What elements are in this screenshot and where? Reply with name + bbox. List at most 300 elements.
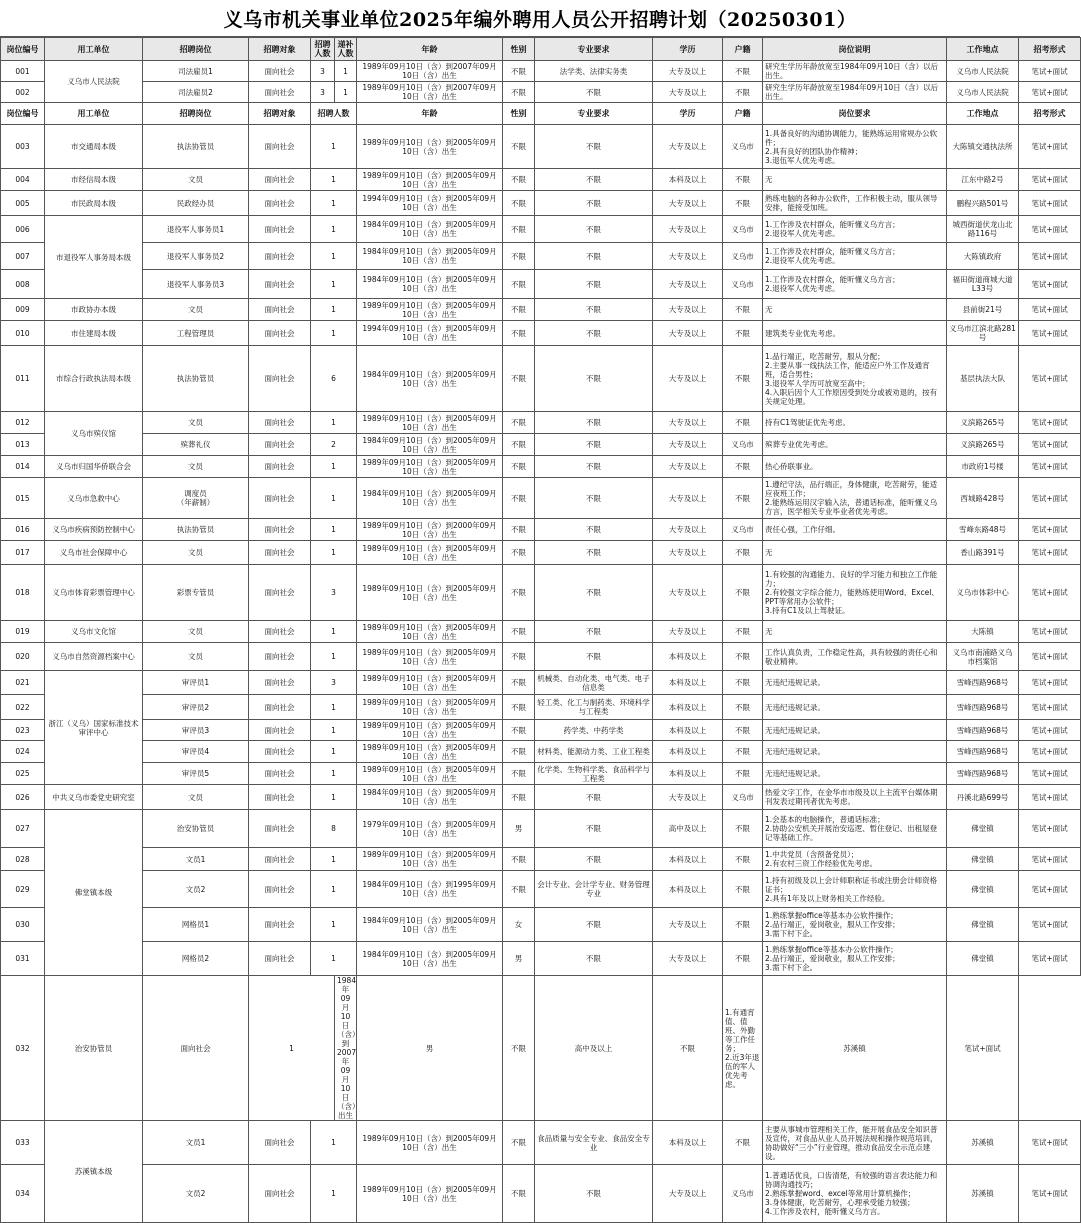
cell-post: 文员 (143, 169, 249, 191)
cell-hukou: 不限 (723, 299, 763, 321)
cell-exam: 笔试+面试 (1019, 541, 1081, 565)
cell-edu: 大专及以上 (653, 216, 723, 243)
cell-post: 文员2 (143, 871, 249, 908)
cell-unit: 义乌市归国华侨联合会 (45, 456, 143, 478)
cell-post: 审评员1 (143, 671, 249, 695)
cell-num: 1 (249, 976, 335, 1121)
cell-exam: 笔试+面试 (1019, 695, 1081, 720)
cell-desc: 无 (763, 299, 947, 321)
header-row-secondary (1, 103, 1081, 125)
cell-age: 1989年09月10日（含）到2007年09月10日（含）出生 (357, 61, 503, 82)
cell-target: 面向社会 (249, 519, 311, 541)
cell-target: 面向社会 (249, 942, 311, 976)
cell-exam: 笔试+面试 (1019, 763, 1081, 785)
cell-code: 024 (1, 741, 45, 763)
cell-unit: 市交通局本级 (45, 125, 143, 169)
cell-post: 文员1 (143, 848, 249, 871)
cell-edu: 本科及以上 (653, 695, 723, 720)
cell-desc: 1.普通话优良，口齿清楚，有较强的语言表达能力和协调沟通技巧； 2.熟练掌握word、excel等常用计算机操作； 3.身体健康，吃苦耐劳，心理承受能力较强； 4.工作涉及农村，能听懂义乌方言。 (763, 1165, 947, 1223)
cell-hukou: 不限 (723, 671, 763, 695)
cell-code: 034 (1, 1165, 45, 1223)
cell-edu: 大专及以上 (653, 785, 723, 810)
table-row (1, 976, 1081, 1121)
cell-code: 031 (1, 942, 45, 976)
cell-major: 不限 (535, 82, 653, 103)
cell-code: 014 (1, 456, 45, 478)
cell-unit: 义乌市自然资源档案中心 (45, 643, 143, 671)
cell-exam: 笔试+面试 (1019, 671, 1081, 695)
cell-post: 执法协管员 (143, 519, 249, 541)
cell-code: 007 (1, 243, 45, 270)
cell-place: 义乌市体彩中心 (947, 565, 1019, 621)
cell-exam: 笔试+面试 (1019, 434, 1081, 456)
column-header: 年龄 (357, 103, 503, 125)
column-header: 招聘岗位 (143, 38, 249, 61)
cell-place: 义乌市人民法院 (947, 82, 1019, 103)
cell-target: 面向社会 (249, 434, 311, 456)
table-row (1, 216, 1081, 243)
cell-edu: 大专及以上 (653, 346, 723, 412)
cell-num: 1 (311, 763, 357, 785)
cell-num: 1 (311, 216, 357, 243)
cell-num: 3 (311, 565, 357, 621)
cell-code: 006 (1, 216, 45, 243)
table-row (1, 478, 1081, 519)
cell-num: 1 (311, 191, 357, 216)
cell-sex: 不限 (503, 695, 535, 720)
cell-post: 审评员2 (143, 695, 249, 720)
cell-sex: 不限 (503, 412, 535, 434)
table-row (1, 412, 1081, 434)
cell-post: 治安协管员 (45, 976, 143, 1121)
cell-target: 面向社会 (249, 412, 311, 434)
column-header: 专业要求 (535, 38, 653, 61)
cell-place: 江东中路2号 (947, 169, 1019, 191)
cell-hukou: 不限 (723, 720, 763, 741)
table-row (1, 785, 1081, 810)
cell-exam: 笔试+面试 (1019, 1165, 1081, 1223)
cell-num: 1 (311, 908, 357, 942)
cell-exam: 笔试+面试 (1019, 720, 1081, 741)
cell-target: 面向社会 (249, 299, 311, 321)
cell-desc: 研究生学历年龄放宽至1984年09月10日（含）以后出生。 (763, 61, 947, 82)
cell-exam: 笔试+面试 (1019, 810, 1081, 848)
cell-exam: 笔试+面试 (1019, 169, 1081, 191)
cell-post: 审评员3 (143, 720, 249, 741)
cell-place: 西城路428号 (947, 478, 1019, 519)
cell-code: 026 (1, 785, 45, 810)
column-header: 户籍 (723, 103, 763, 125)
cell-unit: 义乌市文化馆 (45, 621, 143, 643)
cell-desc: 1.熟练掌握office等基本办公软件操作； 2.品行端正，爱岗敬业，服从工作安排； 3.需下村下企。 (763, 942, 947, 976)
cell-exam: 笔试+面试 (1019, 125, 1081, 169)
cell-edu: 本科及以上 (653, 169, 723, 191)
cell-edu: 大专及以上 (653, 270, 723, 299)
column-header: 招聘人数 (311, 38, 335, 61)
cell-target: 面向社会 (249, 346, 311, 412)
cell-num: 1 (311, 1165, 357, 1223)
cell-code: 010 (1, 321, 45, 346)
cell-place: 苏溪镇 (947, 1121, 1019, 1165)
cell-unit: 市综合行政执法局本级 (45, 346, 143, 412)
cell-sex: 不限 (503, 191, 535, 216)
cell-age: 1989年09月10日（含）到2005年09月10日（含）出生 (357, 1121, 503, 1165)
cell-hukou: 义乌市 (723, 270, 763, 299)
column-header: 用工单位 (45, 38, 143, 61)
cell-major: 不限 (535, 169, 653, 191)
cell-alt: 1 (335, 82, 357, 103)
cell-edu: 本科及以上 (653, 671, 723, 695)
cell-major: 不限 (535, 621, 653, 643)
cell-desc: 热爱文字工作，在金华市市级及以上主流平台媒体期刊发表过期刊者优先考虑。 (763, 785, 947, 810)
table-row (1, 848, 1081, 871)
table-row (1, 695, 1081, 720)
cell-exam: 笔试+面试 (1019, 1121, 1081, 1165)
table-row (1, 621, 1081, 643)
cell-sex: 不限 (503, 519, 535, 541)
cell-sex: 不限 (503, 321, 535, 346)
cell-unit: 市经信局本级 (45, 169, 143, 191)
cell-place: 苏溪镇 (947, 1165, 1019, 1223)
cell-desc: 1.工作涉及农村群众，能听懂义乌方言； 2.退役军人优先考虑。 (763, 243, 947, 270)
cell-hukou: 不限 (723, 942, 763, 976)
cell-place: 佛堂镇 (947, 942, 1019, 976)
cell-age: 1989年09月10日（含）到2005年09月10日（含）出生 (357, 643, 503, 671)
table-row (1, 908, 1081, 942)
cell-exam: 笔试+面试 (1019, 270, 1081, 299)
cell-target: 面向社会 (249, 243, 311, 270)
cell-sex: 不限 (503, 456, 535, 478)
cell-hukou: 不限 (653, 976, 723, 1121)
cell-age: 1989年09月10日（含）到2005年09月10日（含）出生 (357, 763, 503, 785)
cell-code: 032 (1, 976, 45, 1121)
cell-major: 不限 (535, 785, 653, 810)
cell-major: 不限 (535, 270, 653, 299)
cell-hukou: 不限 (723, 565, 763, 621)
cell-code: 027 (1, 810, 45, 848)
cell-desc: 1.持有初级及以上会计师职称证书或注册会计师资格证书； 2.具有1年及以上财务相关工作经验。 (763, 871, 947, 908)
cell-age: 1989年09月10日（含）到2007年09月10日（含）出生 (357, 82, 503, 103)
cell-unit: 市民政局本级 (45, 191, 143, 216)
cell-target: 面向社会 (249, 785, 311, 810)
cell-unit: 义乌市急救中心 (45, 478, 143, 519)
cell-code: 028 (1, 848, 45, 871)
cell-desc: 无 (763, 621, 947, 643)
cell-hukou: 不限 (723, 321, 763, 346)
cell-post: 司法雇员1 (143, 61, 249, 82)
header-row-primary (1, 38, 1081, 61)
column-header: 工作地点 (947, 103, 1019, 125)
cell-num: 1 (311, 125, 357, 169)
cell-place: 义乌市人民法院 (947, 61, 1019, 82)
cell-code: 020 (1, 643, 45, 671)
cell-hukou: 不限 (723, 871, 763, 908)
cell-major: 不限 (535, 565, 653, 621)
cell-major: 机械类、自动化类、电气类、电子信息类 (535, 671, 653, 695)
cell-exam: 笔试+面试 (1019, 191, 1081, 216)
cell-place: 县前街21号 (947, 299, 1019, 321)
cell-code: 004 (1, 169, 45, 191)
cell-major: 会计专业、会计学专业、财务管理专业 (535, 871, 653, 908)
cell-code: 012 (1, 412, 45, 434)
cell-exam: 笔试+面试 (1019, 741, 1081, 763)
cell-code: 009 (1, 299, 45, 321)
cell-edu: 大专及以上 (653, 621, 723, 643)
cell-place: 佛堂镇 (947, 908, 1019, 942)
cell-code: 013 (1, 434, 45, 456)
cell-num: 1 (311, 942, 357, 976)
cell-target: 面向社会 (249, 671, 311, 695)
cell-sex: 男 (357, 976, 503, 1121)
cell-place: 大陈镇政府 (947, 243, 1019, 270)
cell-edu: 大专及以上 (653, 942, 723, 976)
column-header: 岗位要求 (763, 103, 947, 125)
cell-sex: 不限 (503, 621, 535, 643)
cell-desc: 无违纪违规记录。 (763, 671, 947, 695)
cell-sex: 不限 (503, 299, 535, 321)
cell-age: 1989年09月10日（含）到2000年09月10日（含）出生 (357, 519, 503, 541)
cell-alt: 1 (335, 61, 357, 82)
cell-age: 1989年09月10日（含）到2005年09月10日（含）出生 (357, 741, 503, 763)
cell-desc: 1.遵纪守法，品行端正，身体健康，吃苦耐劳，能适应夜班工作； 2.能熟练运用汉字输入法，普通话标准，能听懂义乌方言，医学相关专业毕业者优先考虑。 (763, 478, 947, 519)
cell-place: 大陈镇交通执法所 (947, 125, 1019, 169)
cell-post: 退役军人事务员3 (143, 270, 249, 299)
cell-sex: 不限 (503, 243, 535, 270)
column-header: 招聘人数 (311, 103, 357, 125)
table-row (1, 1165, 1081, 1223)
cell-edu: 大专及以上 (653, 125, 723, 169)
cell-major: 食品质量与安全专业、食品安全专业 (535, 1121, 653, 1165)
cell-edu: 本科及以上 (653, 643, 723, 671)
cell-major: 化学类、生物科学类、食品科学与工程类 (535, 763, 653, 785)
cell-num: 1 (311, 412, 357, 434)
cell-age: 1994年09月10日（含）到2005年09月10日（含）出生 (357, 191, 503, 216)
cell-target: 面向社会 (249, 456, 311, 478)
cell-hukou: 不限 (723, 1121, 763, 1165)
cell-place: 大陈镇 (947, 621, 1019, 643)
column-header: 学历 (653, 38, 723, 61)
cell-code: 030 (1, 908, 45, 942)
cell-sex: 不限 (503, 169, 535, 191)
table-row (1, 299, 1081, 321)
cell-post: 文员 (143, 541, 249, 565)
cell-hukou: 不限 (723, 643, 763, 671)
cell-age: 1984年09月10日（含）到1995年09月10日（含）出生 (357, 871, 503, 908)
cell-code: 002 (1, 82, 45, 103)
cell-sex: 不限 (503, 848, 535, 871)
cell-target: 面向社会 (249, 478, 311, 519)
cell-major: 不限 (535, 299, 653, 321)
cell-num: 8 (311, 810, 357, 848)
cell-sex: 不限 (503, 82, 535, 103)
cell-major: 轻工类、化工与制药类、环境科学与工程类 (535, 695, 653, 720)
cell-post: 文员 (143, 456, 249, 478)
table-row (1, 565, 1081, 621)
cell-unit: 苏溪镇本级 (45, 1121, 143, 1223)
cell-num: 1 (311, 456, 357, 478)
cell-desc: 热心侨联事业。 (763, 456, 947, 478)
cell-unit: 义乌市社会保障中心 (45, 541, 143, 565)
cell-hukou: 不限 (723, 478, 763, 519)
cell-place: 城西街道伏龙山北路116号 (947, 216, 1019, 243)
column-header: 专业要求 (535, 103, 653, 125)
cell-edu: 大专及以上 (653, 61, 723, 82)
cell-num: 1 (311, 169, 357, 191)
cell-num: 1 (311, 519, 357, 541)
cell-sex: 不限 (503, 643, 535, 671)
table-row (1, 61, 1081, 82)
cell-edu: 大专及以上 (653, 434, 723, 456)
cell-major: 不限 (535, 1165, 653, 1223)
cell-code: 001 (1, 61, 45, 82)
cell-age: 1989年09月10日（含）到2005年09月10日（含）出生 (357, 671, 503, 695)
cell-exam: 笔试+面试 (1019, 346, 1081, 412)
cell-age: 1989年09月10日（含）到2005年09月10日（含）出生 (357, 848, 503, 871)
cell-sex: 不限 (503, 346, 535, 412)
cell-hukou: 不限 (723, 695, 763, 720)
cell-post: 文员 (143, 621, 249, 643)
table-row (1, 456, 1081, 478)
cell-target: 面向社会 (249, 621, 311, 643)
cell-sex: 女 (503, 908, 535, 942)
table-row (1, 169, 1081, 191)
cell-sex: 不限 (503, 125, 535, 169)
cell-major: 不限 (535, 810, 653, 848)
cell-unit: 市住建局本级 (45, 321, 143, 346)
table-row (1, 671, 1081, 695)
cell-num: 1 (311, 321, 357, 346)
cell-desc: 建筑类专业优先考虑。 (763, 321, 947, 346)
column-header: 递补人数 (335, 38, 357, 61)
cell-exam: 笔试+面试 (1019, 519, 1081, 541)
cell-target: 面向社会 (249, 1165, 311, 1223)
cell-post: 殡葬礼仪 (143, 434, 249, 456)
cell-edu: 大专及以上 (653, 1165, 723, 1223)
cell-desc: 熟练电脑的各种办公软件，工作积极主动，服从领导安排，能接受加班。 (763, 191, 947, 216)
column-header: 招聘对象 (249, 103, 311, 125)
cell-hukou: 不限 (723, 541, 763, 565)
cell-sex: 不限 (503, 565, 535, 621)
cell-age: 1984年09月10日（含）到2005年09月10日（含）出生 (357, 785, 503, 810)
table-row (1, 82, 1081, 103)
cell-age: 1984年09月10日（含）到2005年09月10日（含）出生 (357, 942, 503, 976)
cell-sex: 不限 (503, 541, 535, 565)
cell-age: 1984年09月10日（含）到2005年09月10日（含）出生 (357, 434, 503, 456)
cell-age: 1984年09月10日（含）到2005年09月10日（含）出生 (357, 346, 503, 412)
cell-post: 审评员5 (143, 763, 249, 785)
cell-exam: 笔试+面试 (1019, 621, 1081, 643)
cell-age: 1989年09月10日（含）到2005年09月10日（含）出生 (357, 695, 503, 720)
cell-code: 019 (1, 621, 45, 643)
cell-major: 不限 (535, 942, 653, 976)
cell-desc: 1.有较强的沟通能力、良好的学习能力和独立工作能力； 2.有较强文字综合能力，能熟练使用Word、Excel、PPT等常用办公软件； 3.持有C1及以上驾驶证。 (763, 565, 947, 621)
cell-hukou: 义乌市 (723, 434, 763, 456)
cell-major: 不限 (535, 216, 653, 243)
cell-desc: 1.工作涉及农村群众，能听懂义乌方言； 2.退役军人优先考虑。 (763, 270, 947, 299)
cell-desc: 无违纪违规记录。 (763, 763, 947, 785)
table-row (1, 270, 1081, 299)
cell-place: 雪峰西路968号 (947, 741, 1019, 763)
cell-edu: 本科及以上 (653, 741, 723, 763)
column-header: 岗位说明 (763, 38, 947, 61)
cell-target: 面向社会 (249, 720, 311, 741)
cell-age: 1994年09月10日（含）到2005年09月10日（含）出生 (357, 321, 503, 346)
cell-target: 面向社会 (249, 61, 311, 82)
column-header: 年龄 (357, 38, 503, 61)
cell-post: 彩票专管员 (143, 565, 249, 621)
cell-major: 不限 (535, 908, 653, 942)
cell-age: 1984年09月10日（含）到2005年09月10日（含）出生 (357, 216, 503, 243)
cell-desc: 无违纪违规记录。 (763, 720, 947, 741)
column-header: 岗位编号 (1, 103, 45, 125)
cell-edu: 大专及以上 (653, 412, 723, 434)
table-row (1, 871, 1081, 908)
cell-age: 1989年09月10日（含）到2005年09月10日（含）出生 (357, 412, 503, 434)
cell-place: 雪峰西路968号 (947, 720, 1019, 741)
cell-desc: 1.熟练掌握office等基本办公软件操作； 2.品行端正，爱岗敬业，服从工作安排； 3.需下村下企。 (763, 908, 947, 942)
cell-major: 材料类、能源动力类、工业工程类 (535, 741, 653, 763)
cell-age: 1984年09月10日（含）到2005年09月10日（含）出生 (357, 478, 503, 519)
cell-post: 工程管理员 (143, 321, 249, 346)
cell-exam: 笔试+面试 (1019, 243, 1081, 270)
column-header: 招聘对象 (249, 38, 311, 61)
cell-major: 不限 (535, 643, 653, 671)
cell-place: 义乌市江滨北路281号 (947, 321, 1019, 346)
cell-major: 不限 (535, 125, 653, 169)
cell-target: 面向社会 (249, 169, 311, 191)
cell-desc: 1.有通宵值、值班、外勤等工作任务； 2.近3年退伍的军人优先考虑。 (723, 976, 763, 1121)
cell-place: 市政府1号楼 (947, 456, 1019, 478)
cell-desc: 1.中共党员（含预备党员）； 2.有农村三资工作经验优先考虑。 (763, 848, 947, 871)
column-header: 招考形式 (1019, 103, 1081, 125)
cell-hukou: 不限 (723, 810, 763, 848)
cell-unit: 市政协办本级 (45, 299, 143, 321)
column-header: 学历 (653, 103, 723, 125)
cell-target: 面向社会 (249, 565, 311, 621)
cell-desc: 无 (763, 169, 947, 191)
cell-desc: 责任心强，工作仔细。 (763, 519, 947, 541)
cell-num: 1 (311, 270, 357, 299)
table-row (1, 125, 1081, 169)
cell-target: 面向社会 (249, 871, 311, 908)
cell-hukou: 义乌市 (723, 1165, 763, 1223)
table-row (1, 720, 1081, 741)
cell-age: 1984年09月10日（含）到2005年09月10日（含）出生 (357, 243, 503, 270)
cell-place: 基层执法大队 (947, 346, 1019, 412)
cell-target: 面向社会 (249, 82, 311, 103)
cell-place: 义滨路265号 (947, 412, 1019, 434)
cell-place: 义滨路265号 (947, 434, 1019, 456)
cell-post: 退役军人事务员1 (143, 216, 249, 243)
cell-exam: 笔试+面试 (1019, 412, 1081, 434)
cell-code: 025 (1, 763, 45, 785)
cell-code: 011 (1, 346, 45, 412)
cell-edu: 大专及以上 (653, 565, 723, 621)
cell-sex: 不限 (503, 720, 535, 741)
cell-unit: 浙江（义乌）国家标准技术审评中心 (45, 671, 143, 785)
cell-place: 雪峰东路48号 (947, 519, 1019, 541)
cell-place: 香山路391号 (947, 541, 1019, 565)
cell-num: 1 (311, 299, 357, 321)
cell-hukou: 不限 (723, 61, 763, 82)
cell-code: 023 (1, 720, 45, 741)
cell-sex: 不限 (503, 434, 535, 456)
recruitment-table (0, 37, 1081, 1223)
cell-sex: 不限 (503, 1121, 535, 1165)
cell-hukou: 不限 (723, 763, 763, 785)
cell-target: 面向社会 (249, 321, 311, 346)
cell-hukou: 不限 (723, 456, 763, 478)
